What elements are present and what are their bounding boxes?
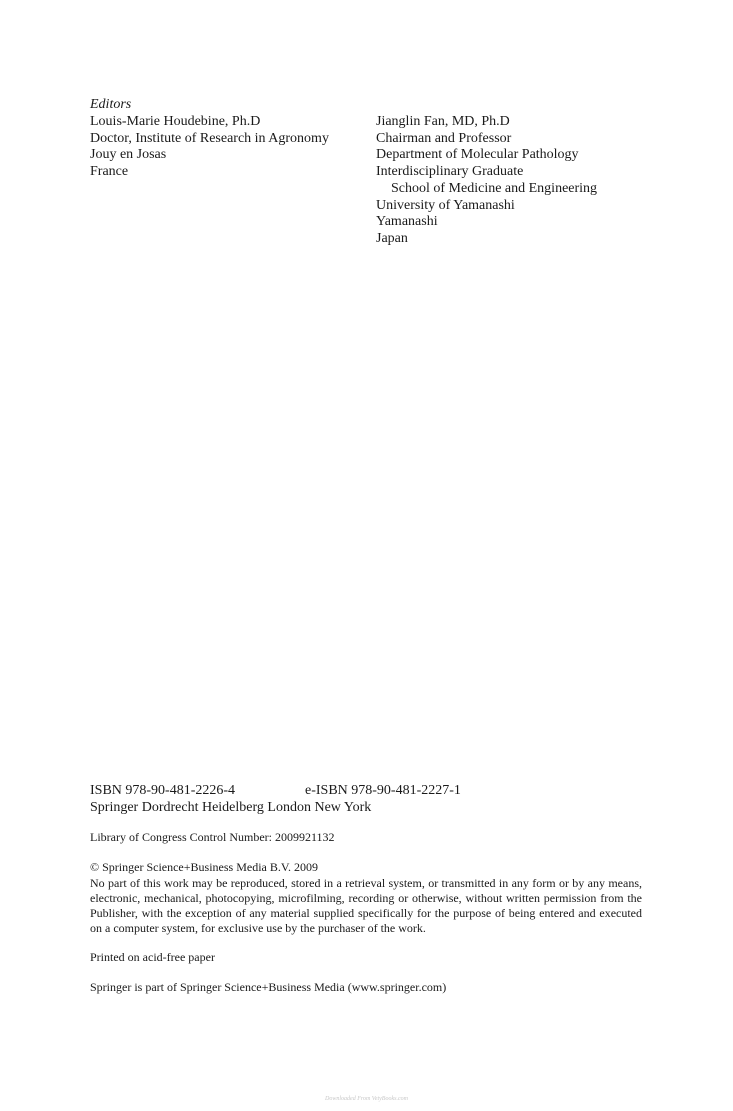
editor-left-address: [90, 114, 329, 181]
editor-right-city: Yamanashi: [376, 214, 438, 230]
editor-right-university: University of Yamanashi: [376, 197, 515, 213]
download-watermark: Downloaded From VetyBooks.com: [325, 1096, 408, 1102]
editor-right-graduate: Interdisciplinary Graduate: [376, 164, 524, 180]
publisher-cities: Springer Dordrecht Heidelberg London New York: [90, 800, 372, 815]
editor-right-school: School of Medicine and Engineering: [391, 180, 598, 196]
editor-left-city: Jouy en Josas: [90, 147, 167, 163]
isbn-row: [90, 782, 461, 799]
editor-right-title: Chairman and Professor: [376, 130, 512, 146]
editor-left-name: Louis-Marie Houdebine, Ph.D: [90, 114, 261, 129]
e-isbn: e-ISBN 978-90-481-2227-1: [305, 783, 461, 798]
editor-right-country: Japan: [376, 230, 408, 246]
editor-right-name: Jianglin Fan, MD, Ph.D: [376, 114, 510, 129]
acid-free-note: Printed on acid-free paper: [90, 950, 215, 964]
copyright-notice: © Springer Science+Business Media B.V. 2009: [90, 860, 318, 874]
isbn: ISBN 978-90-481-2226-4: [90, 783, 236, 798]
lccn: Library of Congress Control Number: 2009921132: [90, 830, 335, 844]
editor-right-address: [376, 114, 597, 248]
rights-statement: No part of this work may be reproduced, stored in a retrieval system, or transmitted in any form or by any means, electronic, mechanical, photocopying, microfilming, recording or otherwise, without written permission from the Publisher, with the exception of any material supplied specifically for the purpose of being entered and executed on a computer system, for exclusive use by the purchaser of the work.: [90, 876, 642, 935]
editor-right-department: Department of Molecular Pathology: [376, 147, 579, 163]
editor-left-country: France: [90, 164, 129, 180]
springer-part-note: Springer is part of Springer Science+Business Media (www.springer.com): [90, 980, 447, 994]
editor-left-title: Doctor, Institute of Research in Agronomy: [90, 130, 329, 146]
editors-heading: Editors: [90, 97, 132, 112]
